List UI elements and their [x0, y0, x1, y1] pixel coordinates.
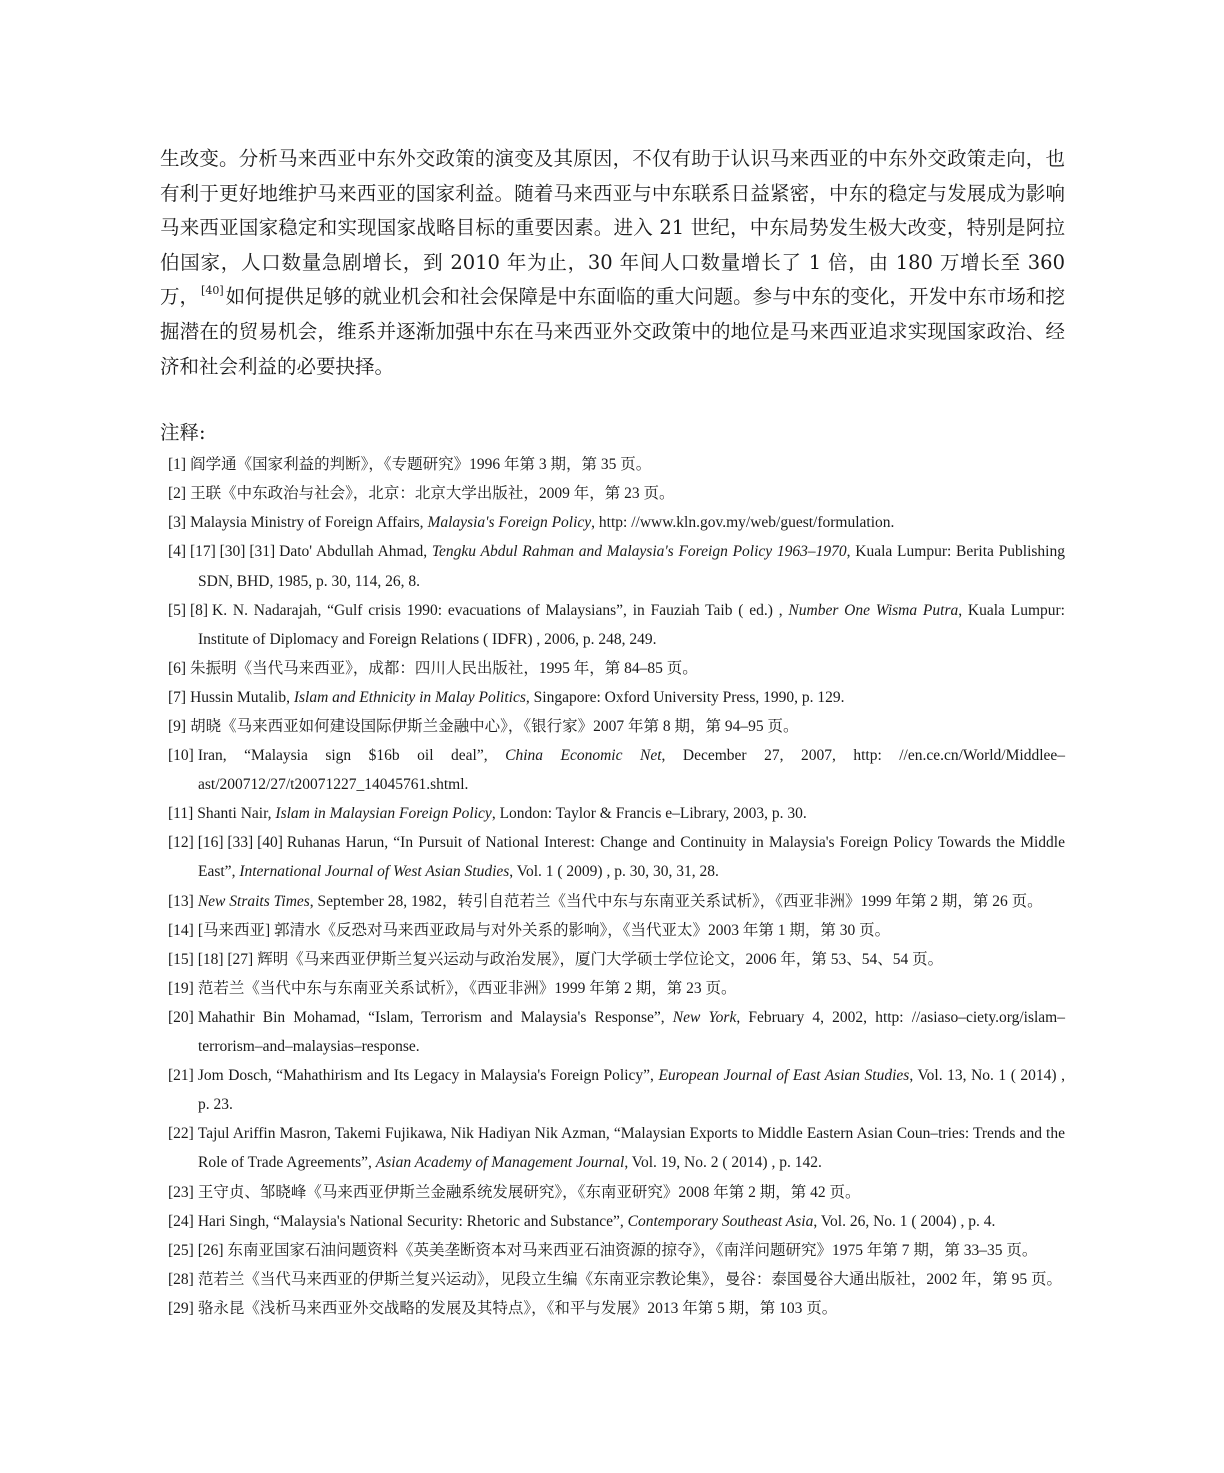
- note-item: [160, 828, 1065, 886]
- note-italic-title: Contemporary Southeast Asia: [627, 1212, 814, 1230]
- note-text-segment: , Kuala Lumpur: Berita Publishing SDN, BHD, 1985, p. 30, 114, 26, 8.: [198, 543, 1065, 590]
- note-marker: [19]: [168, 979, 194, 997]
- notes-heading: 注释:: [160, 421, 206, 445]
- note-text-segment: 胡晓《马来西亚如何建设国际伊斯兰金融中心》，《银行家》2007 年第 8 期，第 94–95 页。: [190, 718, 799, 735]
- note-text-segment: Hussin Mutalib,: [190, 688, 294, 706]
- note-marker: [12] [16] [33] [40]: [168, 834, 283, 852]
- note-text-segment: 骆永昆《浅析马来西亚外交战略的发展及其特点》，《和平与发展》2013 年第 5 期，第 103 页。: [197, 1299, 838, 1317]
- note-text: [198, 1271, 1062, 1288]
- note-marker: [23]: [168, 1183, 194, 1201]
- note-text: [228, 1242, 1038, 1259]
- note-text-segment: , December 27, 2007, http: //en.ce.cn/World/Middlee–ast/200712/27/t20071227_14045761.shtml.: [198, 747, 1066, 794]
- note-item: [160, 974, 1065, 1003]
- note-italic-title: Islam and Ethnicity in Malay Politics: [293, 688, 526, 706]
- note-item: [160, 916, 1065, 945]
- note-text: [198, 834, 1065, 880]
- note-marker: [21]: [168, 1067, 194, 1085]
- note-text: [257, 951, 943, 968]
- note-text: [198, 1213, 996, 1230]
- note-text-segment: 阎学通《国家利益的判断》，《专题研究》1996 年第 3 期，第 35 页。: [190, 456, 652, 474]
- note-text: [190, 485, 674, 502]
- note-marker: [29]: [168, 1299, 194, 1317]
- note-italic-title: International Journal of West Asian Studies: [239, 863, 510, 881]
- note-marker: [2]: [168, 485, 187, 503]
- note-marker: [1]: [168, 456, 187, 474]
- note-item: [160, 1178, 1065, 1207]
- note-marker: [14]: [168, 921, 194, 939]
- note-text-segment: , Vol. 19, No. 2 ( 2014) , p. 142.: [624, 1154, 822, 1172]
- note-italic-title: New Straits Times: [197, 892, 310, 910]
- note-text-segment: Malaysia Ministry of Foreign Affairs,: [190, 514, 428, 532]
- note-text-segment: , Vol. 26, No. 1 ( 2004) , p. 4.: [813, 1212, 996, 1230]
- note-text-segment: , September 28, 1982，转引自范若兰《当代中东与东南亚关系试析》，《西亚非洲》1999 年第 2 期，第 26 页。: [309, 892, 1043, 910]
- note-text: [198, 922, 890, 939]
- page-content: [160, 142, 1065, 1323]
- note-text-segment: , February 4, 2002, http: //asiaso–ciety.org/islam–terrorism–and–malaysias–response.: [198, 1008, 1065, 1056]
- note-text: [198, 747, 1065, 793]
- note-text-segment: 范若兰《当代马来西亚的伊斯兰复兴运动》，见段立生编《东南亚宗教论集》，曼谷：泰国曼谷大通出版社，2002 年，第 95 页。: [197, 1270, 1062, 1288]
- note-item: [160, 537, 1065, 595]
- note-marker: [24]: [168, 1212, 194, 1230]
- note-item: [160, 479, 1065, 508]
- note-item: [160, 1236, 1065, 1265]
- note-text: [198, 1184, 861, 1201]
- note-text: [198, 602, 1065, 648]
- note-text-segment: 王联《中东政治与社会》，北京：北京大学出版社，2009 年，第 23 页。: [190, 485, 675, 503]
- note-item: [160, 1119, 1065, 1177]
- note-item: [160, 945, 1065, 974]
- note-text: [190, 514, 894, 531]
- note-italic-title: European Journal of East Asian Studies: [658, 1067, 910, 1085]
- note-marker: [22]: [168, 1125, 194, 1143]
- note-text-segment: , Vol. 13, No. 1 ( 2014) , p. 23.: [198, 1067, 1066, 1114]
- note-text: [198, 543, 1065, 589]
- note-text-segment: , Kuala Lumpur: Institute of Diplomacy and Foreign Relations ( IDFR) , 2006, p. 248, 249.: [198, 601, 1065, 648]
- note-text-segment: , Singapore: Oxford University Press, 1990, p. 129.: [525, 688, 845, 706]
- note-marker: [25] [26]: [168, 1241, 224, 1259]
- note-text: [190, 456, 651, 473]
- note-marker: [5] [8]: [168, 601, 209, 619]
- note-marker: [9]: [168, 718, 187, 735]
- note-marker: [20]: [168, 1008, 194, 1026]
- note-text-segment: Tajul Ariffin Masron, Takemi Fujikawa, Nik Hadiyan Nik Azman, “Malaysian Exports to Middle Eastern Asian Coun–tries: Trends and the Role of Trade Agreements”,: [197, 1125, 1065, 1172]
- note-text-segment: Hari Singh, “Malaysia's National Security: Rhetoric and Substance”,: [197, 1212, 628, 1230]
- note-italic-title: Islam in Malaysian Foreign Policy: [275, 805, 492, 823]
- note-text-segment: Jom Dosch, “Mahathirism and Its Legacy in Malaysia's Foreign Policy”,: [197, 1067, 659, 1085]
- note-italic-title: Number One Wisma Putra: [788, 601, 959, 619]
- note-text: [198, 893, 1043, 910]
- footnote-marker[interactable]: [40]: [201, 284, 224, 298]
- note-item: [160, 1061, 1065, 1119]
- note-text-segment: K. N. Nadarajah, “Gulf crisis 1990: evacuations of Malaysians”, in Fauziah Taib ( ed.) ,: [212, 601, 789, 619]
- note-text-segment: , Vol. 1 ( 2009) , p. 30, 30, 31, 28.: [509, 863, 719, 881]
- note-marker: [10]: [168, 747, 194, 765]
- note-text-segment: 东南亚国家石油问题资料《英美垄断资本对马来西亚石油资源的掠夺》，《南洋问题研究》1975 年第 7 期，第 33–35 页。: [227, 1241, 1038, 1259]
- note-text-segment: Mahathir Bin Mohamad, “Islam, Terrorism and Malaysia's Response”,: [197, 1008, 673, 1026]
- body-paragraph: [160, 142, 1065, 384]
- note-item: [160, 1003, 1065, 1061]
- note-text: [198, 1125, 1065, 1171]
- body-text-part-1: 生改变。分析马来西亚中东外交政策的演变及其原因，不仅有助于认识马来西亚的中东外交政策走向，也有利于更好地维护马来西亚的国家利益。随着马来西亚与中东联系日益紧密，中东的稳定与发展成为影响马来西亚国家稳定和实现国家战略目标的重要因素。进入 21 世纪，中东局势发生极大改变，特别是阿拉伯国家，人口数量急剧增长，到 2010 年为止，30 年间人口数量增长了 1 倍，由 180 万增长至 360 万，: [160, 147, 1065, 309]
- note-italic-title: Tengku Abdul Rahman and Malaysia's Foreign Policy 1963–1970: [431, 543, 847, 561]
- note-text: [190, 660, 698, 677]
- note-text-segment: Shanti Nair,: [197, 805, 276, 823]
- note-marker: [15] [18] [27]: [168, 950, 254, 968]
- note-text-segment: Iran, “Malaysia sign $16b oil deal”,: [197, 747, 506, 765]
- note-item: [160, 1265, 1065, 1294]
- note-text-segment: 王守贞、邹晓峰《马来西亚伊斯兰金融系统发展研究》，《东南亚研究》2008 年第 2 期，第 42 页。: [197, 1183, 861, 1201]
- note-item: [160, 508, 1065, 537]
- note-item: [160, 654, 1065, 683]
- note-item: [160, 1294, 1065, 1323]
- note-item: [160, 887, 1065, 916]
- body-text-part-2: 如何提供足够的就业机会和社会保障是中东面临的重大问题。参与中东的变化，开发中东市场和挖掘潜在的贸易机会，维系并逐渐加强中东在马来西亚外交政策中的地位是马来西亚追求实现国家政治、经济和社会利益的必要抉择。: [160, 285, 1065, 378]
- note-italic-title: Asian Academy of Management Journal: [375, 1154, 625, 1172]
- note-marker: [4] [17] [30] [31]: [168, 543, 276, 561]
- note-text: [198, 1300, 837, 1317]
- note-item: [160, 683, 1065, 712]
- note-text-segment: Dato' Abdullah Ahmad,: [279, 543, 432, 561]
- note-marker: [11]: [168, 805, 194, 823]
- notes-list: [160, 450, 1065, 1323]
- note-marker: [7]: [168, 688, 187, 706]
- note-item: [160, 450, 1065, 479]
- note-marker: [6]: [168, 659, 187, 677]
- note-text: [197, 805, 806, 822]
- note-italic-title: Malaysia's Foreign Policy: [427, 514, 592, 532]
- note-text: [190, 689, 844, 706]
- note-text: [198, 980, 737, 997]
- note-italic-title: New York: [672, 1008, 737, 1026]
- note-text-segment: 朱振明《当代马来西亚》，成都：四川人民出版社，1995 年，第 84–85 页。: [190, 659, 698, 677]
- note-text-segment: , London: Taylor & Francis e–Library, 2003, p. 30.: [491, 805, 807, 823]
- note-marker: [28]: [168, 1270, 194, 1288]
- note-marker: [3]: [168, 514, 187, 532]
- note-text-segment: Ruhanas Harun, “In Pursuit of National Interest: Change and Continuity in Malaysia's Foreign Policy Towards the Middle East”,: [198, 834, 1065, 881]
- note-item: [160, 712, 1065, 741]
- note-item: [160, 596, 1065, 654]
- note-text: [198, 1009, 1065, 1055]
- note-text: [198, 1067, 1065, 1113]
- note-italic-title: China Economic Net: [505, 747, 662, 765]
- note-text-segment: [马来西亚] 郭清水《反恐对马来西亚政局与对外关系的影响》，《当代亚太》2003 年第 1 期，第 30 页。: [197, 921, 891, 939]
- note-text-segment: 范若兰《当代中东与东南亚关系试析》，《西亚非洲》1999 年第 2 期，第 23 页。: [197, 979, 737, 997]
- note-item: [160, 741, 1065, 799]
- note-text: [190, 718, 798, 735]
- note-text-segment: , http: //www.kln.gov.my/web/guest/formulation.: [591, 514, 895, 532]
- note-text-segment: 辉明《马来西亚伊斯兰复兴运动与政治发展》，厦门大学硕士学位论文，2006 年，第 53、54、54 页。: [257, 950, 944, 968]
- note-item: [160, 799, 1065, 828]
- note-marker: [13]: [168, 892, 194, 910]
- note-item: [160, 1207, 1065, 1236]
